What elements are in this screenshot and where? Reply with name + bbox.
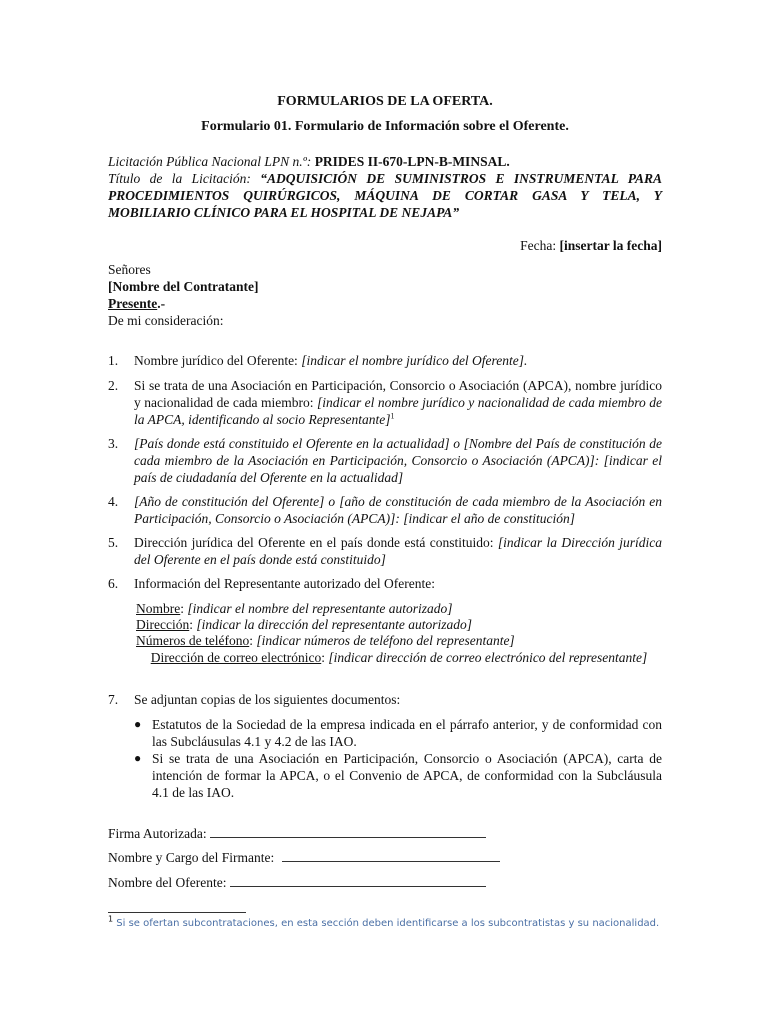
rep-hint: [indicar números de teléfono del representante]	[256, 633, 515, 648]
item-hint: [indicar el nombre jurídico del Oferente].	[301, 353, 528, 368]
item-number: 6.	[108, 576, 119, 591]
rep-telefono: Números de teléfono: [indicar números de teléfono del representante]	[136, 633, 515, 648]
titulo-paragraph	[108, 170, 662, 221]
document-subtitle: Formulario 01. Formulario de Información sobre el Oferente.	[201, 119, 569, 134]
fecha-line	[108, 237, 662, 254]
item-number: 5.	[108, 535, 119, 550]
item-hint: [País donde está constituido el Oferente en la actualidad] o [Nombre del País de constitución de cada miembro de la Asociación en Participación, Consorcio o Asociación (APCA)]: [indicar el país de ciudadanía del Oferente en la actualidad]	[134, 436, 662, 485]
document-bullet: Estatutos de la Sociedad de la empresa indicada en el párrafo anterior, y de conformidad con las Subcláusulas 4.1 y 4.2 de las IAO.	[152, 717, 662, 749]
rep-nombre: Nombre: [indicar el nombre del representante autorizado]	[136, 601, 453, 616]
firma-blank[interactable]	[210, 825, 486, 838]
item-number: 1.	[108, 353, 119, 368]
titulo-label: Título de la Licitación:	[108, 171, 251, 186]
cargo-label: Nombre y Cargo del Firmante:	[108, 850, 275, 865]
item-text: Información del Representante autorizado del Oferente:	[134, 576, 435, 591]
item-text: Se adjuntan copias de los siguientes documentos:	[134, 692, 401, 707]
consideracion: De mi consideración:	[108, 313, 224, 328]
rep-correo: Dirección de correo electrónico: [indicar dirección de correo electrónico del representante]	[150, 650, 648, 665]
firma-label: Firma Autorizada:	[108, 826, 207, 841]
item-text: Nombre jurídico del Oferente:	[134, 353, 298, 368]
item-number: 2.	[108, 378, 119, 393]
document-bullet: Si se trata de una Asociación en Participación, Consorcio o Asociación (APCA), carta de intención de formar la APCA, o el Convenio de APCA, de conformidad con la Subcláusula 4.1 de las IAO.	[152, 751, 662, 800]
rep-label: Nombre	[136, 601, 181, 616]
presente-line	[108, 295, 662, 312]
item-number: 7.	[108, 692, 119, 707]
footnote-divider	[108, 912, 246, 913]
titulo-value: “ADQUISICIÓN DE SUMINISTROS E INSTRUMENTAL PARA PROCEDIMIENTOS QUIRÚRGICOS, MÁQUINA DE CORTAR GASA Y TELA, Y MOBILIARIO CLÍNICO PARA EL HOSPITAL DE NEJAPA”	[108, 171, 663, 220]
oferente-line	[108, 874, 486, 891]
list-item	[134, 575, 662, 592]
list-item	[134, 377, 662, 428]
senores: Señores	[108, 262, 151, 277]
rep-label: Dirección	[136, 617, 190, 632]
item-number: 3.	[108, 436, 119, 451]
item-hint: [indicar el nombre jurídico y nacionalidad de cada miembro de la APCA, identificando al socio Representante]	[134, 395, 662, 427]
fecha-label: Fecha:	[520, 238, 557, 253]
list-item	[134, 691, 662, 708]
footnote-ref: 1	[390, 411, 395, 421]
rep-label: Números de teléfono	[136, 633, 250, 648]
rep-hint: [indicar dirección de correo electrónico del representante]	[328, 650, 648, 665]
item-number: 4.	[108, 494, 119, 509]
rep-direccion: Dirección: [indicar la dirección del representante autorizado]	[136, 617, 472, 632]
firma-line	[108, 825, 486, 842]
cargo-blank[interactable]	[282, 849, 500, 862]
footnote-text: Si se ofertan subcontrataciones, en esta sección deben identificarse a los subcontratistas y su nacionalidad.	[116, 918, 660, 929]
list-item	[134, 493, 662, 527]
rep-hint: [indicar el nombre del representante autorizado]	[187, 601, 453, 616]
item-text: Si se trata de una Asociación en Participación, Consorcio o Asociación (APCA), nombre jurídico y nacionalidad de cada miembro:	[134, 378, 662, 410]
list-item	[134, 435, 662, 486]
oferente-blank[interactable]	[230, 874, 486, 887]
lpn-value: PRIDES II-670-LPN-B-MINSAL.	[314, 154, 510, 169]
fecha-value: [insertar la fecha]	[559, 238, 662, 253]
lpn-line	[108, 153, 662, 170]
list-item	[134, 352, 662, 369]
presente: Presente	[108, 296, 158, 311]
rep-label: Dirección de correo electrónico	[150, 650, 322, 665]
item-hint: [Año de constitución del Oferente] o [año de constitución de cada miembro de la Asociación en Participación, Consorcio o Asociación (APCA)]: [indicar el año de constitución]	[134, 494, 662, 526]
contratante: [Nombre del Contratante]	[108, 279, 259, 294]
oferente-label: Nombre del Oferente:	[108, 875, 227, 890]
footnote	[108, 914, 660, 929]
rep-hint: [indicar la dirección del representante autorizado]	[196, 617, 472, 632]
list-item	[134, 534, 662, 568]
cargo-line	[108, 849, 500, 866]
footnote-number: 1	[108, 914, 114, 924]
lpn-label: Licitación Pública Nacional LPN n.º:	[108, 154, 312, 169]
bullet-icon: ●	[134, 751, 142, 765]
bullet-icon: ●	[134, 717, 142, 731]
item-text: Dirección jurídica del Oferente en el país donde está constituido:	[134, 535, 494, 550]
document-title: FORMULARIOS DE LA OFERTA.	[277, 94, 493, 109]
item-hint: [indicar la Dirección jurídica del Oferente en el país donde está constituido]	[134, 535, 663, 567]
presente-suffix: .-	[157, 296, 166, 311]
